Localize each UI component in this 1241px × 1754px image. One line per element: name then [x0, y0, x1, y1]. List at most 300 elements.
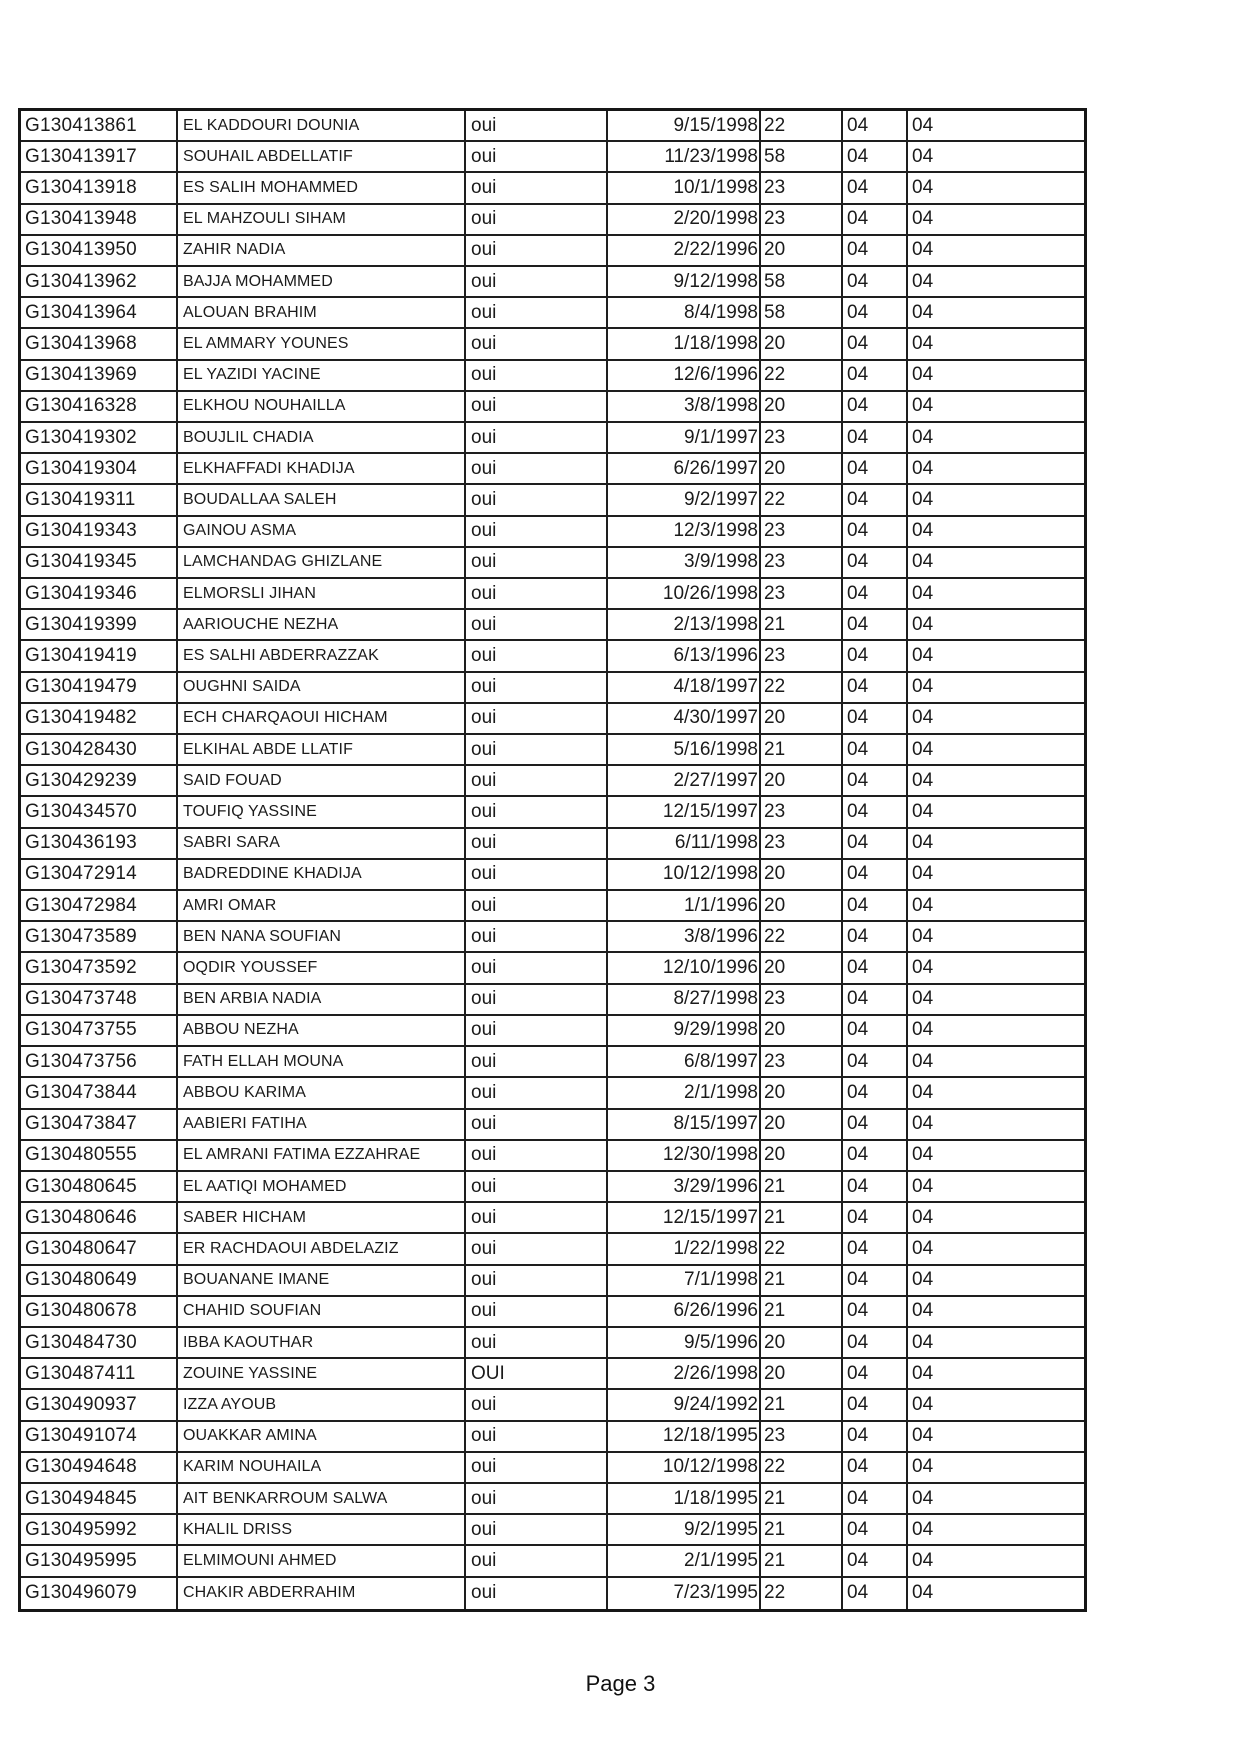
code-cell-1: 04 — [843, 548, 908, 579]
presence-cell: oui — [466, 423, 608, 454]
table-row — [21, 641, 1084, 672]
student-name-cell: BEN ARBIA NADIA — [178, 985, 466, 1016]
student-id-cell: G130473755 — [21, 1016, 178, 1047]
page-number: Page 3 — [585, 1671, 656, 1696]
number-cell: 22 — [761, 922, 843, 953]
code-cell-2: 04 — [908, 1110, 1084, 1141]
presence-cell: oui — [466, 205, 608, 236]
birth-date-cell: 9/2/1997 — [608, 485, 761, 516]
number-cell: 22 — [761, 111, 843, 142]
code-cell-2: 04 — [908, 766, 1084, 797]
code-cell-2: 04 — [908, 173, 1084, 204]
number-cell: 22 — [761, 1453, 843, 1484]
presence-cell: oui — [466, 797, 608, 828]
code-cell-1: 04 — [843, 1266, 908, 1297]
table-row — [21, 361, 1084, 392]
table-row — [21, 548, 1084, 579]
birth-date-cell: 8/4/1998 — [608, 298, 761, 329]
presence-cell: oui — [466, 1266, 608, 1297]
presence-cell: oui — [466, 485, 608, 516]
presence-cell: oui — [466, 579, 608, 610]
number-cell: 21 — [761, 1546, 843, 1577]
number-cell: 21 — [761, 1203, 843, 1234]
birth-date-cell: 11/23/1998 — [608, 142, 761, 173]
student-id-cell: G130487411 — [21, 1359, 178, 1390]
number-cell: 20 — [761, 704, 843, 735]
code-cell-2: 04 — [908, 1297, 1084, 1328]
student-id-cell: G130436193 — [21, 829, 178, 860]
birth-date-cell: 7/23/1995 — [608, 1578, 761, 1609]
student-id-cell: G130494648 — [21, 1453, 178, 1484]
student-name-cell: TOUFIQ YASSINE — [178, 797, 466, 828]
code-cell-1: 04 — [843, 142, 908, 173]
student-name-cell: KARIM NOUHAILA — [178, 1453, 466, 1484]
student-id-cell: G130473847 — [21, 1110, 178, 1141]
code-cell-1: 04 — [843, 1390, 908, 1421]
table-row — [21, 673, 1084, 704]
code-cell-1: 04 — [843, 1016, 908, 1047]
birth-date-cell: 10/26/1998 — [608, 579, 761, 610]
code-cell-1: 04 — [843, 454, 908, 485]
table-row — [21, 953, 1084, 984]
code-cell-2: 04 — [908, 485, 1084, 516]
table-row — [21, 1016, 1084, 1047]
student-id-cell: G130413918 — [21, 173, 178, 204]
student-name-cell: SABRI SARA — [178, 829, 466, 860]
table-row — [21, 236, 1084, 267]
birth-date-cell: 12/30/1998 — [608, 1141, 761, 1172]
birth-date-cell: 3/8/1996 — [608, 922, 761, 953]
student-name-cell: SAID FOUAD — [178, 766, 466, 797]
student-id-cell: G130434570 — [21, 797, 178, 828]
number-cell: 23 — [761, 1047, 843, 1078]
student-name-cell: ABBOU NEZHA — [178, 1016, 466, 1047]
number-cell: 20 — [761, 454, 843, 485]
birth-date-cell: 9/29/1998 — [608, 1016, 761, 1047]
code-cell-2: 04 — [908, 1484, 1084, 1515]
code-cell-2: 04 — [908, 392, 1084, 423]
student-id-cell: G130429239 — [21, 766, 178, 797]
code-cell-1: 04 — [843, 173, 908, 204]
code-cell-1: 04 — [843, 766, 908, 797]
presence-cell: oui — [466, 517, 608, 548]
student-id-cell: G130413962 — [21, 267, 178, 298]
code-cell-1: 04 — [843, 236, 908, 267]
student-name-cell: ER RACHDAOUI ABDELAZIZ — [178, 1234, 466, 1265]
code-cell-2: 04 — [908, 517, 1084, 548]
code-cell-1: 04 — [843, 641, 908, 672]
code-cell-1: 04 — [843, 579, 908, 610]
code-cell-2: 04 — [908, 267, 1084, 298]
student-id-cell: G130413950 — [21, 236, 178, 267]
student-id-cell: G130419311 — [21, 485, 178, 516]
number-cell: 23 — [761, 797, 843, 828]
number-cell: 23 — [761, 829, 843, 860]
code-cell-2: 04 — [908, 610, 1084, 641]
number-cell: 20 — [761, 236, 843, 267]
presence-cell: oui — [466, 361, 608, 392]
student-id-cell: G130494845 — [21, 1484, 178, 1515]
presence-cell: oui — [466, 673, 608, 704]
table-row — [21, 1359, 1084, 1390]
table-row — [21, 329, 1084, 360]
student-name-cell: CHAHID SOUFIAN — [178, 1297, 466, 1328]
table-row — [21, 1047, 1084, 1078]
birth-date-cell: 3/8/1998 — [608, 392, 761, 423]
code-cell-2: 04 — [908, 142, 1084, 173]
number-cell: 21 — [761, 1297, 843, 1328]
code-cell-2: 04 — [908, 860, 1084, 891]
presence-cell: oui — [466, 1578, 608, 1609]
code-cell-2: 04 — [908, 1203, 1084, 1234]
number-cell: 58 — [761, 142, 843, 173]
table-row — [21, 922, 1084, 953]
code-cell-1: 04 — [843, 891, 908, 922]
student-name-cell: ELKHAFFADI KHADIJA — [178, 454, 466, 485]
student-id-cell: G130419419 — [21, 641, 178, 672]
code-cell-2: 04 — [908, 704, 1084, 735]
code-cell-1: 04 — [843, 1110, 908, 1141]
code-cell-1: 04 — [843, 797, 908, 828]
student-name-cell: AIT BENKARROUM SALWA — [178, 1484, 466, 1515]
student-name-cell: OUGHNI SAIDA — [178, 673, 466, 704]
student-id-cell: G130480647 — [21, 1234, 178, 1265]
code-cell-1: 04 — [843, 361, 908, 392]
student-name-cell: ELMIMOUNI AHMED — [178, 1546, 466, 1577]
table-row — [21, 1515, 1084, 1546]
student-name-cell: ES SALIH MOHAMMED — [178, 173, 466, 204]
student-name-cell: BAJJA MOHAMMED — [178, 267, 466, 298]
code-cell-1: 04 — [843, 1172, 908, 1203]
number-cell: 21 — [761, 735, 843, 766]
code-cell-2: 04 — [908, 1141, 1084, 1172]
presence-cell: oui — [466, 111, 608, 142]
student-name-cell: OUAKKAR AMINA — [178, 1422, 466, 1453]
code-cell-2: 04 — [908, 548, 1084, 579]
code-cell-2: 04 — [908, 985, 1084, 1016]
number-cell: 23 — [761, 205, 843, 236]
table-row — [21, 485, 1084, 516]
student-name-cell: EL KADDOURI DOUNIA — [178, 111, 466, 142]
number-cell: 23 — [761, 517, 843, 548]
code-cell-1: 04 — [843, 610, 908, 641]
code-cell-2: 04 — [908, 298, 1084, 329]
code-cell-2: 04 — [908, 1172, 1084, 1203]
code-cell-2: 04 — [908, 329, 1084, 360]
table-row — [21, 891, 1084, 922]
code-cell-1: 04 — [843, 329, 908, 360]
number-cell: 21 — [761, 1515, 843, 1546]
birth-date-cell: 12/15/1997 — [608, 1203, 761, 1234]
presence-cell: oui — [466, 829, 608, 860]
student-name-cell: LAMCHANDAG GHIZLANE — [178, 548, 466, 579]
presence-cell: oui — [466, 1453, 608, 1484]
presence-cell: oui — [466, 1546, 608, 1577]
student-id-cell: G130413948 — [21, 205, 178, 236]
presence-cell: oui — [466, 1141, 608, 1172]
table-row — [21, 829, 1084, 860]
student-id-cell: G130428430 — [21, 735, 178, 766]
birth-date-cell: 5/16/1998 — [608, 735, 761, 766]
birth-date-cell: 4/30/1997 — [608, 704, 761, 735]
birth-date-cell: 12/15/1997 — [608, 797, 761, 828]
code-cell-2: 04 — [908, 641, 1084, 672]
number-cell: 23 — [761, 423, 843, 454]
code-cell-1: 04 — [843, 1546, 908, 1577]
student-id-cell: G130472984 — [21, 891, 178, 922]
code-cell-2: 04 — [908, 891, 1084, 922]
birth-date-cell: 2/26/1998 — [608, 1359, 761, 1390]
number-cell: 23 — [761, 1422, 843, 1453]
student-id-cell: G130413964 — [21, 298, 178, 329]
student-id-cell: G130419304 — [21, 454, 178, 485]
student-name-cell: AABIERI FATIHA — [178, 1110, 466, 1141]
presence-cell: oui — [466, 329, 608, 360]
birth-date-cell: 8/27/1998 — [608, 985, 761, 1016]
birth-date-cell: 12/3/1998 — [608, 517, 761, 548]
code-cell-2: 04 — [908, 1016, 1084, 1047]
presence-cell: oui — [466, 548, 608, 579]
number-cell: 22 — [761, 1234, 843, 1265]
presence-cell: oui — [466, 735, 608, 766]
table-row — [21, 860, 1084, 891]
code-cell-1: 04 — [843, 1203, 908, 1234]
table-row — [21, 173, 1084, 204]
number-cell: 22 — [761, 485, 843, 516]
code-cell-1: 04 — [843, 1047, 908, 1078]
table-row — [21, 579, 1084, 610]
code-cell-2: 04 — [908, 205, 1084, 236]
student-id-cell: G130419346 — [21, 579, 178, 610]
student-id-cell: G130419479 — [21, 673, 178, 704]
number-cell: 23 — [761, 173, 843, 204]
student-name-cell: EL YAZIDI YACINE — [178, 361, 466, 392]
table-row — [21, 423, 1084, 454]
birth-date-cell: 3/29/1996 — [608, 1172, 761, 1203]
code-cell-1: 04 — [843, 517, 908, 548]
number-cell: 22 — [761, 361, 843, 392]
birth-date-cell: 2/20/1998 — [608, 205, 761, 236]
code-cell-2: 04 — [908, 922, 1084, 953]
presence-cell: oui — [466, 142, 608, 173]
student-name-cell: EL AATIQI MOHAMED — [178, 1172, 466, 1203]
code-cell-1: 04 — [843, 1515, 908, 1546]
student-name-cell: ZAHIR NADIA — [178, 236, 466, 267]
data-table — [18, 108, 1087, 1612]
code-cell-1: 04 — [843, 1484, 908, 1515]
birth-date-cell: 6/26/1997 — [608, 454, 761, 485]
student-id-cell: G130495992 — [21, 1515, 178, 1546]
student-name-cell: SOUHAIL ABDELLATIF — [178, 142, 466, 173]
student-name-cell: IBBA KAOUTHAR — [178, 1328, 466, 1359]
student-id-cell: G130473756 — [21, 1047, 178, 1078]
birth-date-cell: 2/22/1996 — [608, 236, 761, 267]
code-cell-1: 04 — [843, 1453, 908, 1484]
presence-cell: oui — [466, 985, 608, 1016]
birth-date-cell: 6/13/1996 — [608, 641, 761, 672]
table-row — [21, 1328, 1084, 1359]
table-row — [21, 1578, 1084, 1609]
presence-cell: oui — [466, 267, 608, 298]
table-row — [21, 1110, 1084, 1141]
code-cell-1: 04 — [843, 735, 908, 766]
student-name-cell: BOUDALLAA SALEH — [178, 485, 466, 516]
presence-cell: OUI — [466, 1359, 608, 1390]
presence-cell: oui — [466, 1172, 608, 1203]
presence-cell: oui — [466, 1422, 608, 1453]
student-name-cell: ECH CHARQAOUI HICHAM — [178, 704, 466, 735]
code-cell-1: 04 — [843, 704, 908, 735]
birth-date-cell: 2/1/1998 — [608, 1078, 761, 1109]
presence-cell: oui — [466, 1016, 608, 1047]
student-id-cell: G130484730 — [21, 1328, 178, 1359]
number-cell: 23 — [761, 985, 843, 1016]
number-cell: 20 — [761, 1359, 843, 1390]
birth-date-cell: 1/1/1996 — [608, 891, 761, 922]
student-name-cell: AMRI OMAR — [178, 891, 466, 922]
presence-cell: oui — [466, 1234, 608, 1265]
presence-cell: oui — [466, 953, 608, 984]
table-row — [21, 797, 1084, 828]
table-row — [21, 1203, 1084, 1234]
presence-cell: oui — [466, 766, 608, 797]
student-id-cell: G130413968 — [21, 329, 178, 360]
number-cell: 21 — [761, 1390, 843, 1421]
table-row — [21, 1141, 1084, 1172]
student-name-cell: ZOUINE YASSINE — [178, 1359, 466, 1390]
student-id-cell: G130473592 — [21, 953, 178, 984]
birth-date-cell: 6/26/1996 — [608, 1297, 761, 1328]
birth-date-cell: 7/1/1998 — [608, 1266, 761, 1297]
number-cell: 20 — [761, 1110, 843, 1141]
student-id-cell: G130413917 — [21, 142, 178, 173]
code-cell-1: 04 — [843, 1328, 908, 1359]
student-name-cell: ELKHOU NOUHAILLA — [178, 392, 466, 423]
student-name-cell: ES SALHI ABDERRAZZAK — [178, 641, 466, 672]
code-cell-1: 04 — [843, 205, 908, 236]
code-cell-1: 04 — [843, 1359, 908, 1390]
number-cell: 20 — [761, 392, 843, 423]
code-cell-2: 04 — [908, 1515, 1084, 1546]
student-name-cell: FATH ELLAH MOUNA — [178, 1047, 466, 1078]
table-row — [21, 392, 1084, 423]
student-id-cell: G130419482 — [21, 704, 178, 735]
code-cell-1: 04 — [843, 111, 908, 142]
code-cell-2: 04 — [908, 673, 1084, 704]
presence-cell: oui — [466, 298, 608, 329]
presence-cell: oui — [466, 860, 608, 891]
number-cell: 20 — [761, 1016, 843, 1047]
number-cell: 22 — [761, 673, 843, 704]
code-cell-2: 04 — [908, 423, 1084, 454]
student-id-cell: G130473748 — [21, 985, 178, 1016]
number-cell: 20 — [761, 953, 843, 984]
table-row — [21, 1078, 1084, 1109]
birth-date-cell: 8/15/1997 — [608, 1110, 761, 1141]
student-id-cell: G130491074 — [21, 1422, 178, 1453]
student-name-cell: EL AMRANI FATIMA EZZAHRAE — [178, 1141, 466, 1172]
student-id-cell: G130480649 — [21, 1266, 178, 1297]
birth-date-cell: 9/2/1995 — [608, 1515, 761, 1546]
student-id-cell: G130419345 — [21, 548, 178, 579]
number-cell: 20 — [761, 1328, 843, 1359]
code-cell-1: 04 — [843, 985, 908, 1016]
code-cell-1: 04 — [843, 1578, 908, 1609]
code-cell-2: 04 — [908, 111, 1084, 142]
code-cell-2: 04 — [908, 735, 1084, 766]
birth-date-cell: 12/6/1996 — [608, 361, 761, 392]
birth-date-cell: 1/22/1998 — [608, 1234, 761, 1265]
code-cell-2: 04 — [908, 1359, 1084, 1390]
code-cell-2: 04 — [908, 1328, 1084, 1359]
code-cell-2: 04 — [908, 579, 1084, 610]
student-id-cell: G130413861 — [21, 111, 178, 142]
number-cell: 58 — [761, 267, 843, 298]
student-id-cell: G130480555 — [21, 1141, 178, 1172]
number-cell: 20 — [761, 766, 843, 797]
table-row — [21, 1390, 1084, 1421]
code-cell-2: 04 — [908, 1453, 1084, 1484]
student-name-cell: GAINOU ASMA — [178, 517, 466, 548]
code-cell-1: 04 — [843, 953, 908, 984]
number-cell: 20 — [761, 329, 843, 360]
code-cell-1: 04 — [843, 423, 908, 454]
presence-cell: oui — [466, 1110, 608, 1141]
table-row — [21, 704, 1084, 735]
birth-date-cell: 10/1/1998 — [608, 173, 761, 204]
number-cell: 23 — [761, 548, 843, 579]
table-row — [21, 1422, 1084, 1453]
table-row — [21, 298, 1084, 329]
number-cell: 20 — [761, 891, 843, 922]
presence-cell: oui — [466, 704, 608, 735]
table-row — [21, 267, 1084, 298]
student-id-cell: G130490937 — [21, 1390, 178, 1421]
student-name-cell: CHAKIR ABDERRAHIM — [178, 1578, 466, 1609]
student-name-cell: EL AMMARY YOUNES — [178, 329, 466, 360]
student-id-cell: G130480645 — [21, 1172, 178, 1203]
number-cell: 23 — [761, 579, 843, 610]
birth-date-cell: 10/12/1998 — [608, 860, 761, 891]
code-cell-2: 04 — [908, 1546, 1084, 1577]
birth-date-cell: 6/11/1998 — [608, 829, 761, 860]
birth-date-cell: 2/27/1997 — [608, 766, 761, 797]
table-row — [21, 142, 1084, 173]
presence-cell: oui — [466, 1484, 608, 1515]
code-cell-2: 04 — [908, 1422, 1084, 1453]
birth-date-cell: 3/9/1998 — [608, 548, 761, 579]
table-row — [21, 985, 1084, 1016]
presence-cell: oui — [466, 891, 608, 922]
presence-cell: oui — [466, 392, 608, 423]
code-cell-1: 04 — [843, 1422, 908, 1453]
birth-date-cell: 9/1/1997 — [608, 423, 761, 454]
student-name-cell: BOUJLIL CHADIA — [178, 423, 466, 454]
student-id-cell: G130480646 — [21, 1203, 178, 1234]
student-name-cell: ELMORSLI JIHAN — [178, 579, 466, 610]
student-id-cell: G130419399 — [21, 610, 178, 641]
code-cell-1: 04 — [843, 485, 908, 516]
student-name-cell: EL MAHZOULI SIHAM — [178, 205, 466, 236]
number-cell: 58 — [761, 298, 843, 329]
birth-date-cell: 1/18/1998 — [608, 329, 761, 360]
student-name-cell: ABBOU KARIMA — [178, 1078, 466, 1109]
code-cell-1: 04 — [843, 860, 908, 891]
student-id-cell: G130419302 — [21, 423, 178, 454]
presence-cell: oui — [466, 610, 608, 641]
code-cell-2: 04 — [908, 454, 1084, 485]
birth-date-cell: 12/18/1995 — [608, 1422, 761, 1453]
